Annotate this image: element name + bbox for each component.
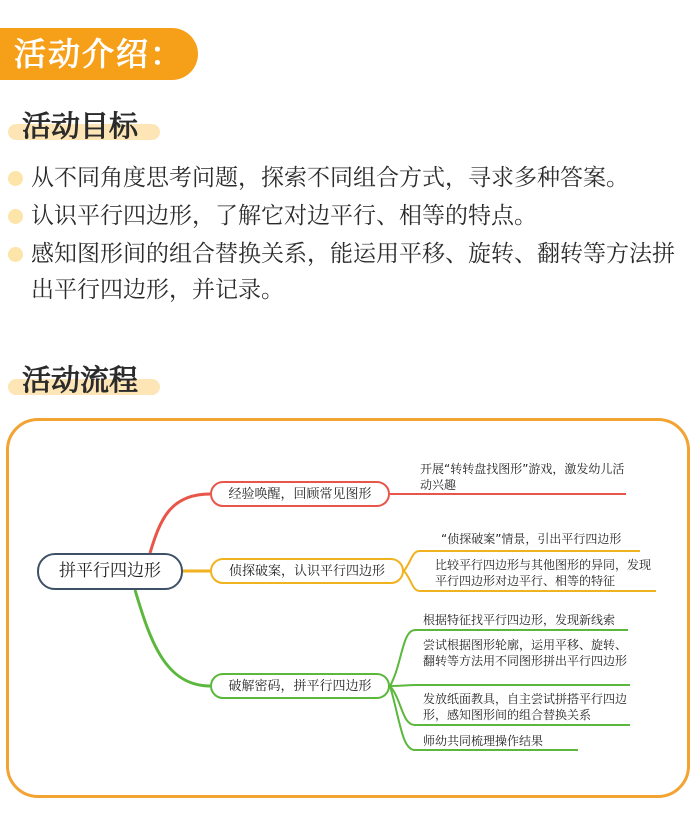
- goal-text: 感知图形间的组合替换关系，能运用平移、旋转、翻转等方法拼出平行四边形，并记录。: [31, 241, 675, 303]
- mindmap-branch-2: 侦探破案，认识平行四边形: [210, 558, 404, 584]
- mindmap-leaf: 发放纸面教具，自主尝试拼搭平行四边形，感知图形间的组合替换关系: [423, 692, 628, 722]
- goal-text: 认识平行四边形，了解它对边平行、相等的特点。: [31, 203, 537, 229]
- mindmap-leaf: 师幼共同梳理操作结果: [423, 734, 544, 748]
- mindmap-branch-1: 经验唤醒，回顾常见图形: [210, 481, 390, 507]
- connector-branch-3: [135, 590, 210, 686]
- connector-leaf-3b: [390, 685, 630, 686]
- mindmap-branch-3: 破解密码，拼平行四边形: [210, 673, 390, 699]
- mindmap-leaf: 尝试根据图形轮廓，运用平移、旋转、翻转等方法用不同图形拼出平行四边形: [423, 638, 628, 668]
- mindmap-root: 拼平行四边形: [37, 553, 183, 590]
- process-title: 活动流程: [22, 363, 139, 397]
- mindmap-leaf: “侦探破案”情景，引出平行四边形: [441, 532, 622, 546]
- mindmap-leaf: 比较平行四边形与其他图形的异同，发现平行四边形对边平行、相等的特征: [435, 558, 652, 588]
- mindmap-leaf: 开展“转转盘找图形”游戏，激发幼儿活动兴趣: [420, 462, 625, 492]
- intro-badge: 活动介绍：: [0, 28, 198, 80]
- mindmap-leaf: 根据特征找平行四边形，发现新线索: [423, 613, 616, 627]
- connector-branch-1: [150, 494, 210, 553]
- goal-text: 从不同角度思考问题，探索不同组合方式，寻求多种答案。: [31, 165, 629, 191]
- goals-title: 活动目标: [22, 109, 139, 143]
